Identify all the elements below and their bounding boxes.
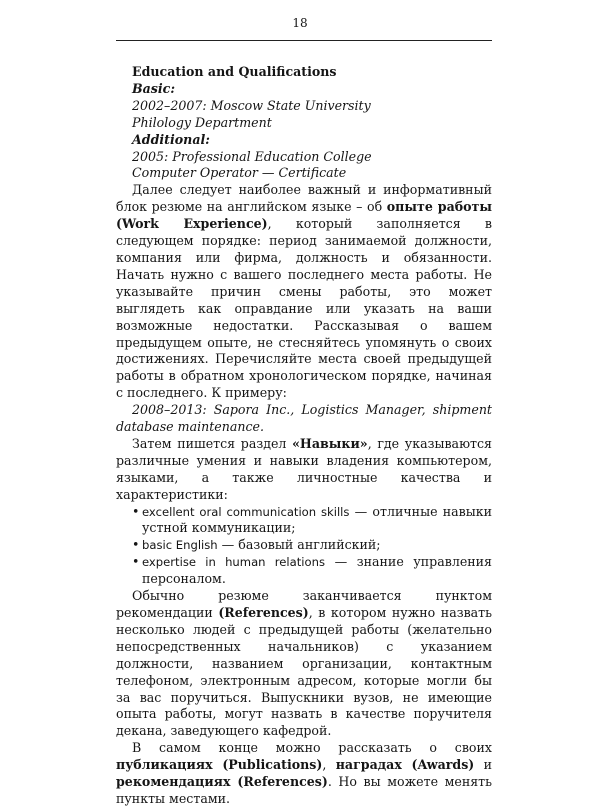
- term-work-experience: опыте работы (Work Experience): [116, 199, 492, 232]
- page-number: 18: [292, 16, 308, 30]
- term-references: (References): [218, 605, 309, 620]
- list-item: • excellent oral communication skills — отличные навыки устной коммуникации;: [132, 503, 492, 536]
- basic-label: Basic:: [132, 80, 175, 96]
- list-item: • expertise in human relations — знание управления персоналом.: [132, 554, 493, 587]
- term-publications: публикациях (Publications): [116, 757, 323, 773]
- bullet-icon: •: [132, 503, 140, 519]
- paragraph-skills: Затем пишется раздел «Навыки», где указываются различные умения и навыки владения компьютером, языками, а также личностные качества и характеристики:: [116, 435, 492, 502]
- section-heading-education: Education and Qualifications: [132, 64, 337, 79]
- term-recommendations: рекомендациях (References): [116, 774, 328, 790]
- header-rule: [116, 40, 492, 41]
- additional-label: Additional:: [132, 131, 210, 147]
- bullet-icon: •: [132, 537, 140, 553]
- paragraph-work-experience: Далее следует наиболее важный и информативный блок резюме на английском языке – об опыте работы (Work Experience), который заполняется в следующем порядке: период занимаемой должности, компания или фирма, должность и обязанности. Начать нужно с вашего последнего места работы. Не указывайте причин смены работы, это может выглядеть как оправдание или указать на ваши возможные недостатки. Рассказывая о вашем предыдущем опыте, не стесняйтесь упомянуть о своих достижениях. Перечисляйте места своей предыдущей работы в обратном хронологическом порядке, начиная с последнего. К примеру:: [116, 182, 492, 401]
- term-skills: «Навыки»: [292, 435, 368, 451]
- additional-entry-college: 2005: Professional Education College: [132, 148, 372, 164]
- basic-entry-dates: 2002–2007: Moscow State University: [132, 97, 371, 113]
- bullet-icon: •: [132, 554, 140, 570]
- term-awards: наградах (Awards): [335, 757, 475, 773]
- basic-entry-department: Philology Department: [132, 114, 272, 130]
- additional-entry-certificate: Computer Operator — Certificate: [132, 165, 347, 181]
- page-body: [116, 64, 492, 808]
- paragraph-references: Обычно резюме заканчивается пунктом рекомендации (References), в котором нужно назвать несколько людей с предыдущей работы (желательно непосредственных начальников) с указанием должности, названием организации, контактным телефоном, электронным адресом, которые могли бы за вас поручиться. Выпускники вузов, не имеющие опыта работы, могут назвать в качестве поручителя декана, заведующего кафедрой.: [116, 588, 492, 739]
- skills-list: [116, 504, 492, 589]
- paragraph-final: В самом конце можно рассказать о своих публикациях (Publications), наградах (Awards) и рекомендациях (References). Но вы можете менять пункты местами.: [116, 740, 493, 806]
- example-entry: 2008–2013: Sapora Inc., Logistics Manager, shipment database maintenance.: [116, 402, 492, 435]
- list-item: • basic English — базовый английский;: [132, 537, 381, 553]
